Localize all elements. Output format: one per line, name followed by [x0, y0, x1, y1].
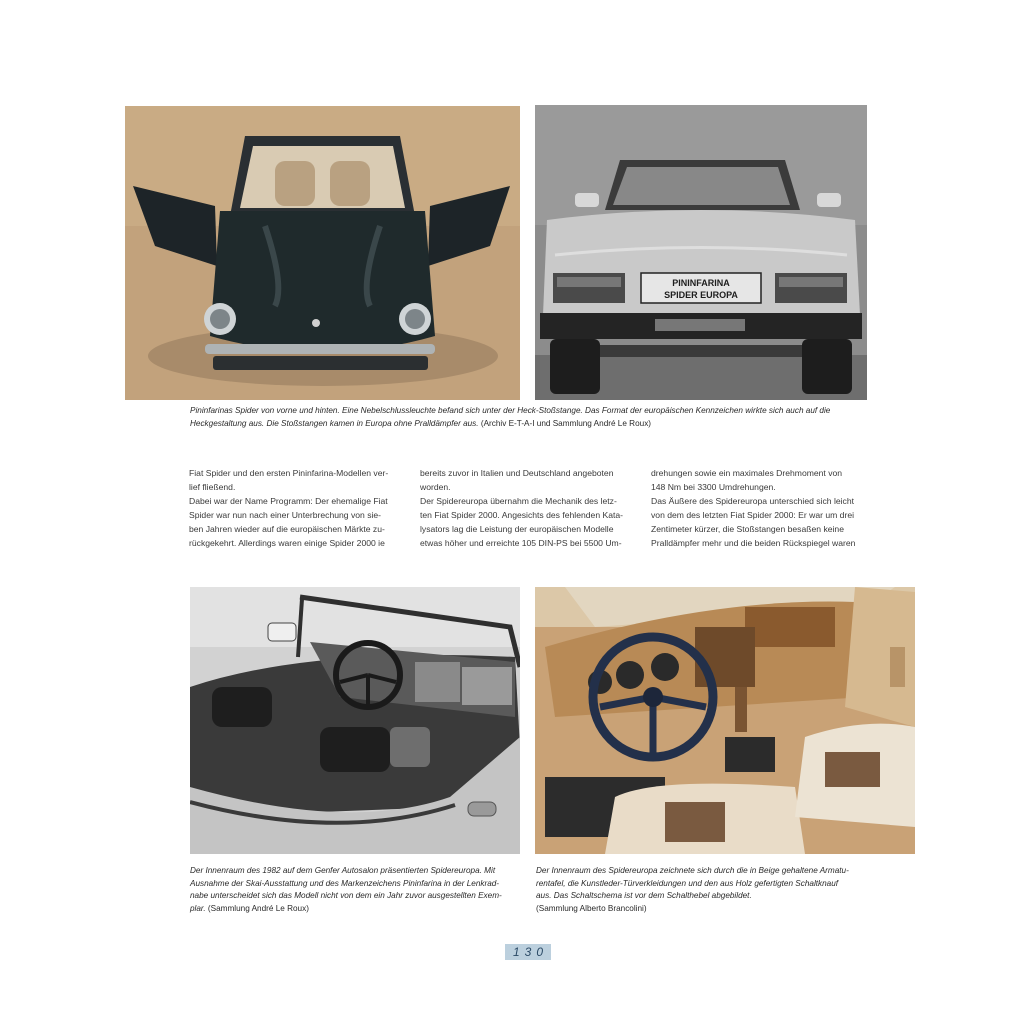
plate-line-1: PININFARINA	[672, 278, 730, 288]
caption-line: Ausnahme der Skai-Ausstattung und des Markenzeichens Pininfarina in der Lenkrad-	[190, 878, 500, 888]
text-line: ten Fiat Spider 2000. Angesichts des fehlenden Kata-	[420, 509, 624, 520]
caption-line: rentafel, die Kunstleder-Türverkleidungen und den aus Holz gefertigten Schaltknauf	[536, 878, 839, 888]
text-line: Zentimeter kürzer, die Stoßstangen besaßen keine	[651, 523, 844, 534]
text-line: Fiat Spider und den ersten Pininfarina-Modellen ver-	[189, 468, 389, 478]
text-line: rückgekehrt. Allerdings waren einige Spider 2000 ie	[189, 537, 385, 548]
text-line: worden.	[420, 481, 451, 492]
caption-line: Der Innenraum des Spidereuropa zeichnete sich durch die in Beige gehaltene Armatu-	[536, 866, 849, 875]
caption-top-line-2: Heckgestaltung aus. Die Stoßstangen kamen in Europa ohne Pralldämpfer aus.	[190, 418, 479, 428]
text-line: 148 Nm bei 3300 Umdrehungen.	[651, 481, 776, 492]
caption-line: Der Innenraum des 1982 auf dem Genfer Autosalon präsentierten Spidereuropa. Mit	[190, 866, 496, 875]
caption-credit: (Sammlung Alberto Brancolini)	[536, 903, 647, 913]
text-line: von dem des letzten Fiat Spider 2000: Er war um drei	[651, 509, 855, 520]
text-line: Pralldämpfer mehr und die beiden Rückspiegel waren	[651, 537, 856, 548]
caption-credit: (Sammlung André Le Roux)	[205, 903, 309, 913]
photo-rear-view	[535, 105, 867, 400]
plate-line-2: SPIDER EUROPA	[664, 290, 738, 300]
caption-line: plar.	[190, 903, 206, 913]
photo-interior-color	[535, 587, 915, 854]
caption-top-credit: (Archiv E-T-A-I und Sammlung André Le Roux)	[478, 418, 652, 428]
text-line: ben Jahren wieder auf die europäischen Märkte zu-	[189, 523, 385, 534]
text-line: bereits zuvor in Italien und Deutschland angeboten	[420, 468, 614, 478]
photo-interior-bw	[190, 587, 520, 854]
text-line: Dabei war der Name Programm: Der ehemalige Fiat	[189, 495, 388, 506]
text-column-2	[420, 467, 636, 550]
text-line: lief fließend.	[189, 481, 236, 492]
caption-line: nabe unterscheidet sich das Modell nicht von dem ein Jahr zuvor ausgestellten Exem-	[190, 891, 502, 901]
caption-top	[190, 405, 890, 430]
caption-top-line-1: Pininfarinas Spider von vorne und hinten. Eine Nebelschlussleuchte befand sich unter der Heck-Stoßstange. Das Format der europäischen Kennzeichen wirkte sich auch auf die	[190, 406, 831, 415]
text-line: drehungen sowie ein maximales Drehmoment von	[651, 468, 843, 478]
text-line: etwas höher und erreichte 105 DIN-PS bei 5500 Um-	[420, 537, 622, 548]
page-number: 130	[505, 944, 551, 960]
text-line: lysators lag die Leistung der europäischen Modelle	[420, 523, 614, 534]
text-line: Spider war nun nach einer Unterbrechung von sie-	[189, 509, 382, 520]
text-line: Das Äußere des Spidereuropa unterschied sich leicht	[651, 495, 855, 506]
text-line: Der Spidereuropa übernahm die Mechanik des letz-	[420, 495, 617, 506]
text-column-3	[651, 467, 867, 550]
photo-front-view	[125, 106, 520, 400]
caption-line: aus. Das Schaltschema ist vor dem Schalthebel abgebildet.	[536, 891, 752, 901]
caption-bottom-right	[536, 865, 916, 915]
caption-bottom-left	[190, 865, 530, 915]
text-column-1	[189, 467, 405, 550]
